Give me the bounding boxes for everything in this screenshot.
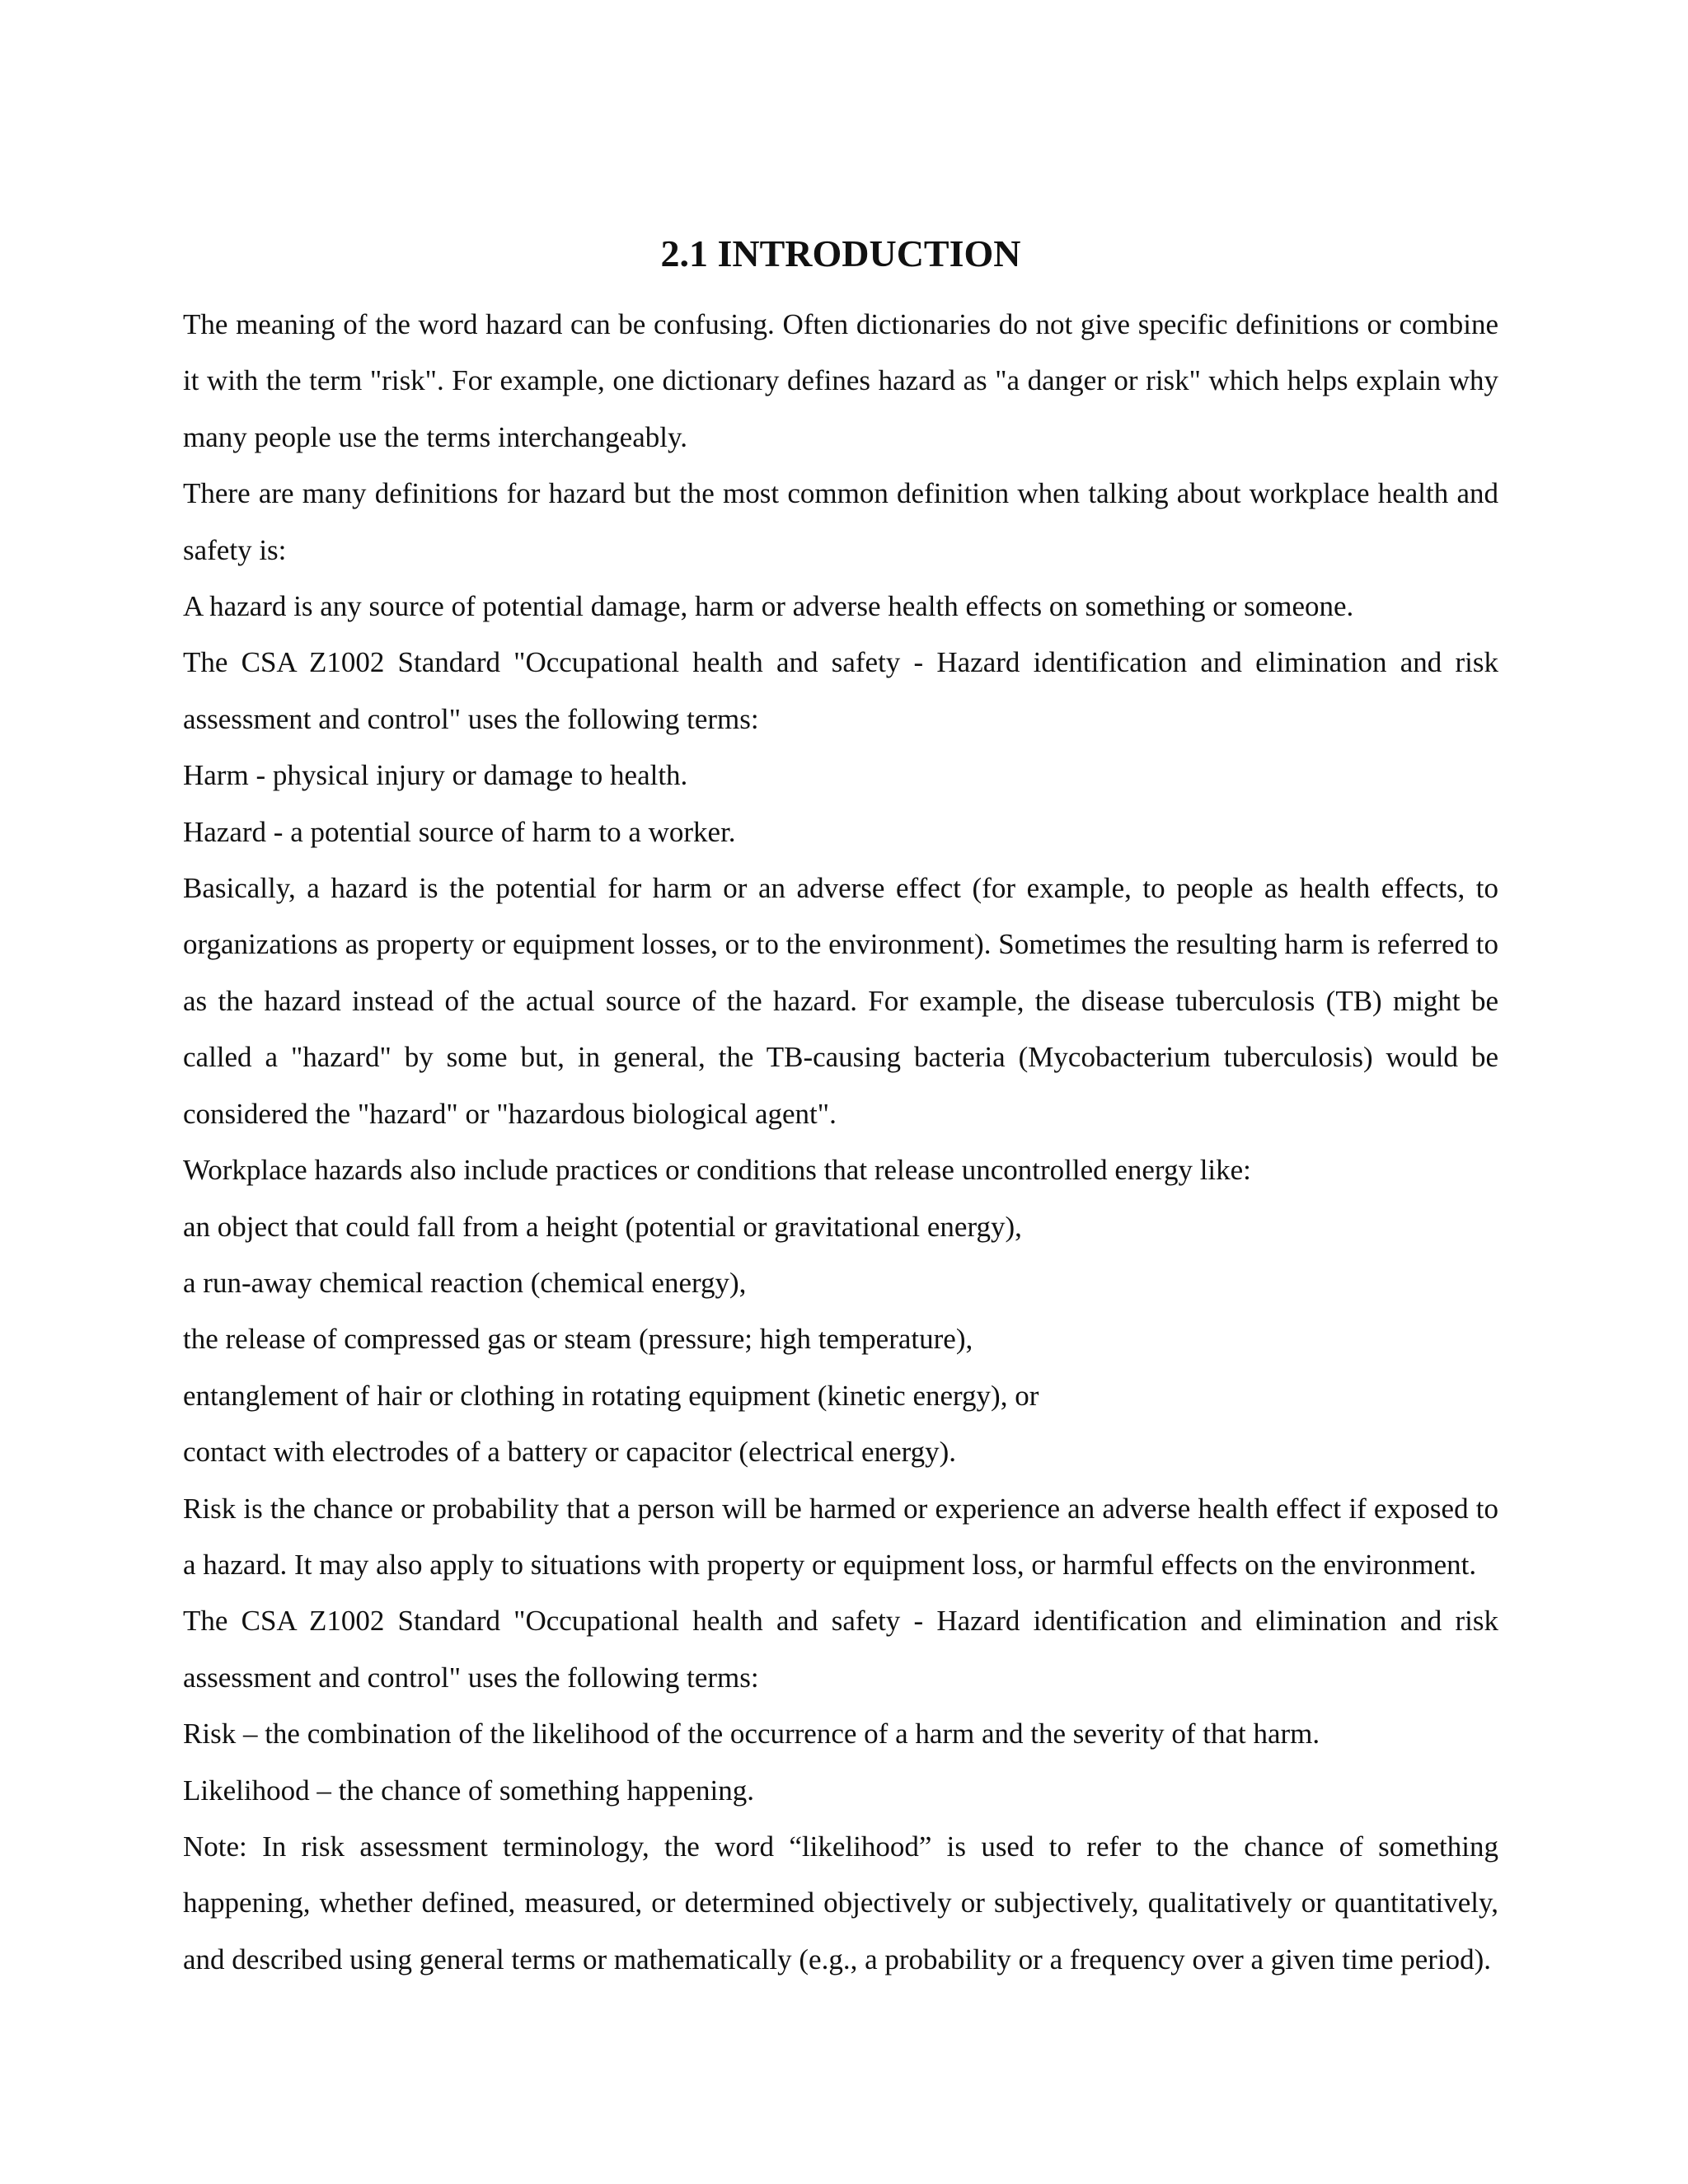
section-title: 2.1 INTRODUCTION	[660, 232, 1021, 274]
paragraph-hazard-definition: A hazard is any source of potential damage, harm or adverse health effects on something or someone.	[183, 590, 1354, 623]
paragraph-hazard-definitions: There are many definitions for hazard but the most common definition when talking about workplace health and safety is:	[183, 477, 1498, 566]
paragraph-likelihood-term: Likelihood – the chance of something happening.	[183, 1774, 755, 1807]
document-page	[183, 229, 1498, 1988]
paragraph-harm-term: Harm - physical injury or damage to health.	[183, 759, 688, 792]
paragraph-note: Note: In risk assessment terminology, the word “likelihood” is used to refer to the chance of something happening, whether defined, measured, or determined objectively or subjectively, qualitatively or quantitatively, and described using general terms or mathematically (e.g., a probability or a frequency over a given time period).	[183, 1830, 1498, 1975]
paragraph-csa-standard-2: The CSA Z1002 Standard "Occupational health and safety - Hazard identification and elimination and risk assessment and control" uses the following terms:	[183, 1605, 1498, 1694]
paragraph-risk-definition: Risk is the chance or probability that a person will be harmed or experience an adverse health effect if exposed to a hazard. It may also apply to situations with property or equipment loss, or harmful effects on the environment.	[183, 1492, 1498, 1581]
paragraph-hazard-meaning: The meaning of the word hazard can be confusing. Often dictionaries do not give specific definitions or combine it with the term "risk". For example, one dictionary defines hazard as "a danger or risk" which helps explain why many people use the terms interchangeably.	[183, 308, 1498, 453]
paragraph-basically: Basically, a hazard is the potential for harm or an adverse effect (for example, to people as health effects, to organizations as property or equipment losses, or to the environment). Sometimes the resulting harm is referred to as the hazard instead of the actual source of the hazard. For example, the disease tuberculosis (TB) might be called a "hazard" by some but, in general, the TB-causing bacteria (Mycobacterium tuberculosis) would be considered the "hazard" or "hazardous biological agent".	[183, 872, 1498, 1130]
list-item-chemical-reaction: a run-away chemical reaction (chemical energy),	[183, 1266, 747, 1299]
paragraph-hazard-term: Hazard - a potential source of harm to a worker.	[183, 815, 736, 848]
list-item-falling-object: an object that could fall from a height (potential or gravitational energy),	[183, 1210, 1022, 1243]
list-item-entanglement: entanglement of hair or clothing in rotating equipment (kinetic energy), or	[183, 1379, 1039, 1412]
paragraph-csa-standard-1: The CSA Z1002 Standard "Occupational health and safety - Hazard identification and elimination and risk assessment and control" uses the following terms:	[183, 646, 1498, 735]
paragraph-risk-term: Risk – the combination of the likelihood of the occurrence of a harm and the severity of that harm.	[183, 1718, 1320, 1750]
paragraph-workplace-hazards: Workplace hazards also include practices or conditions that release uncontrolled energy like:	[183, 1154, 1251, 1187]
list-item-electrodes: contact with electrodes of a battery or capacitor (electrical energy).	[183, 1436, 957, 1469]
list-item-compressed-gas: the release of compressed gas or steam (pressure; high temperature),	[183, 1323, 973, 1356]
